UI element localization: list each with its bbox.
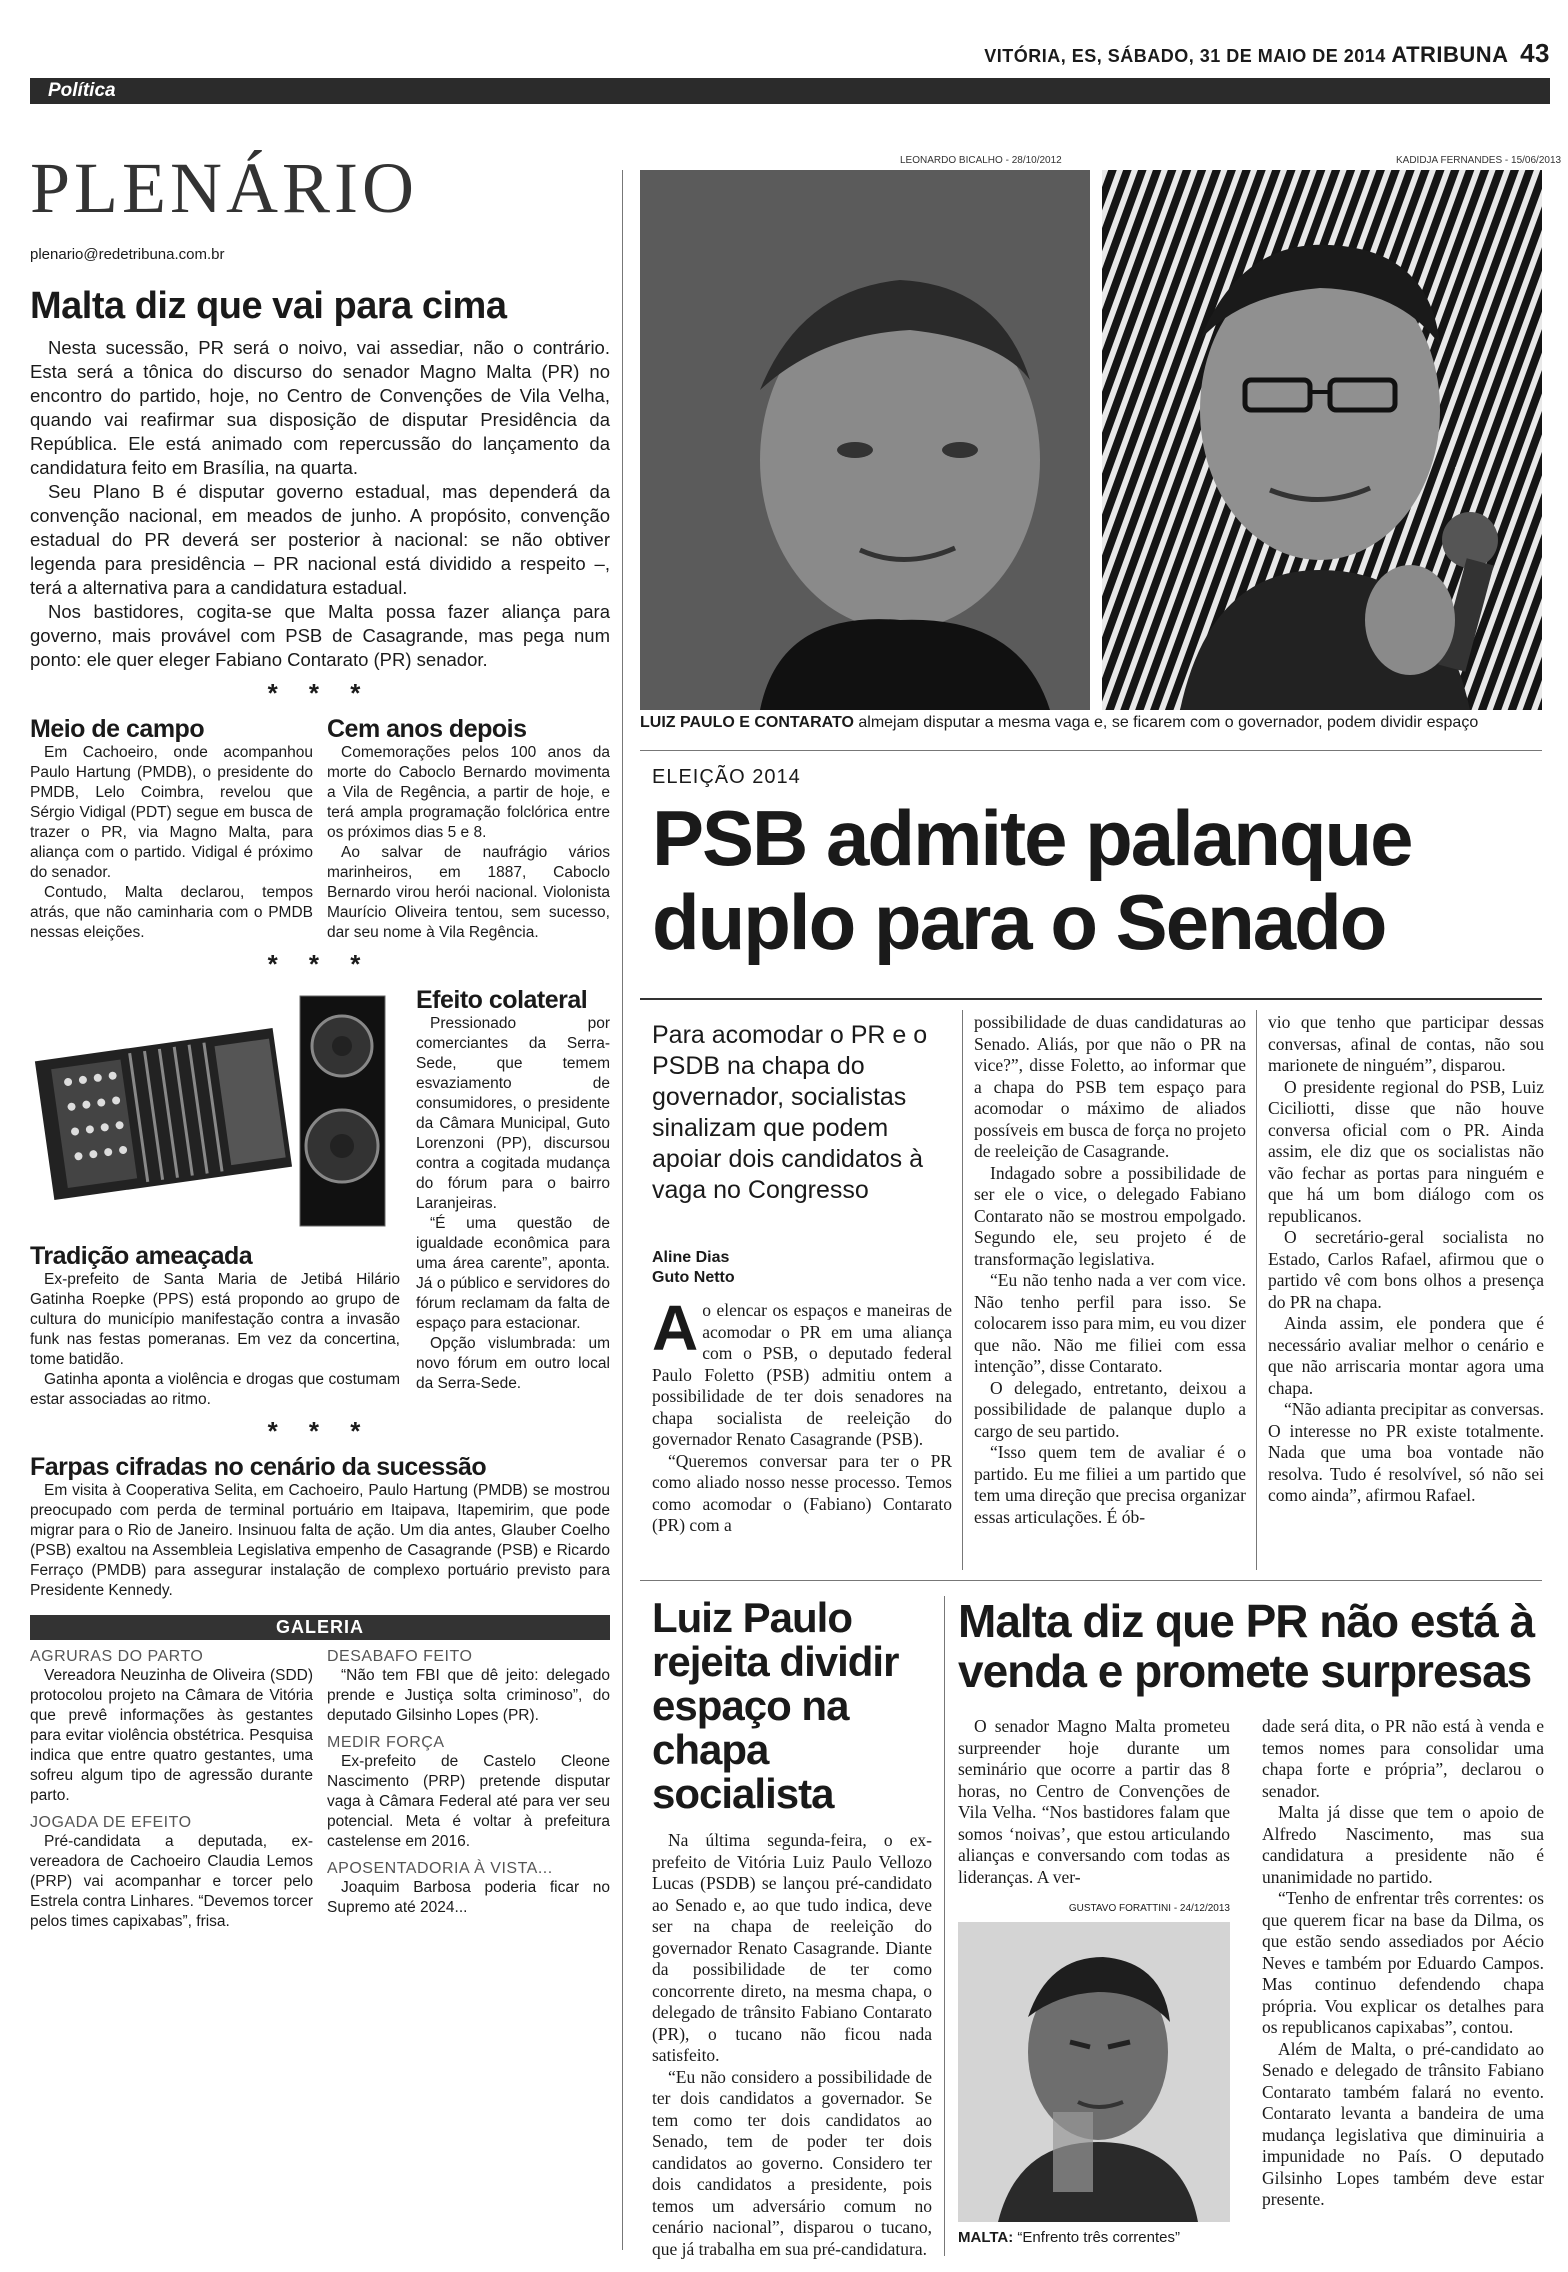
separator-stars: * * * xyxy=(267,949,373,979)
lead-headline: Malta diz que vai para cima xyxy=(30,285,507,327)
caption-text: “Enfrento três correntes” xyxy=(1013,2229,1180,2246)
galeria-item-title: DESABAFO FEITO xyxy=(327,1648,473,1665)
paragraph: O delegado, entretanto, deixou a possibilidade de palanque duplo a cargo de seu partido. xyxy=(974,1377,1246,1441)
malta-headline: Malta diz que PR não está à venda e promete surpresas xyxy=(958,1595,1535,1697)
main-col-2 xyxy=(974,1012,1246,1528)
paragraph: “Eu não considero a possibilidade de ter dois candidatos a governador. Se tem como ter dois candidatos ao Senado, tem de poder ter dois candidatos ao governo. Considero ter dois candidatos a presidente, pois temos um adversário comum no cenário nacional”, disparou o tucano, que já trabalha em sua pré-candidatura. xyxy=(652,2066,932,2259)
paragraph: O presidente regional do PSB, Luiz Ciciliotti, disse que não houve conversa oficial com o PR. Ainda assim, ele diz que os socialistas não vão fechar as portas para ninguém e que há um bom diálogo com os republicanos. xyxy=(1268,1076,1544,1226)
galeria-item-title: APOSENTADORIA À VISTA... xyxy=(327,1860,553,1877)
malta-portrait xyxy=(958,1922,1230,2222)
galeria-item-title: MEDIR FORÇA xyxy=(327,1734,445,1751)
note-title: Farpas cifradas no cenário da sucessão xyxy=(30,1453,487,1481)
paragraph: Além de Malta, o pré-candidato ao Senado e delegado de trânsito Fabiano Contarato também falará no evento. Contarato levanta a bandeira de uma mudança legislativa que diminuiria a impunidade no País. O deputado Gilsinho Lopes também deve estar presente. xyxy=(1262,2038,1544,2209)
galeria-col-1 xyxy=(30,1640,313,1932)
column-divider xyxy=(1256,1010,1257,1570)
section-label: Política xyxy=(48,80,116,101)
note-cem xyxy=(327,715,610,943)
paragraph: Comemorações pelos 100 anos da morte do Caboclo Bernardo movimenta a Vila de Regência, a partir de hoje, e terá ampla programação folclórica entre os próximos dias 5 e 8. xyxy=(327,744,610,841)
galeria-item-text xyxy=(30,1666,313,1806)
tradicao-block xyxy=(30,986,400,1410)
section-bar xyxy=(30,78,1550,104)
page-number: 43 xyxy=(1520,38,1550,68)
photo-caption xyxy=(958,2227,1230,2249)
paragraph: “Não tem FBI que dê jeito: delegado prende e Justiça solta criminoso”, do deputado Gilsinho Lopes (PR). xyxy=(327,1667,610,1724)
paragraph: possibilidade de duas candidaturas ao Senado. Aliás, por que não o PR na vice?”, disse Foletto, ao informar que a chapa do PSB tem espaço para acomodar o máximo de aliados possíveis em busca de força no projeto de reeleição de Casagrande. xyxy=(974,1012,1246,1161)
kicker: ELEIÇÃO 2014 xyxy=(652,766,801,788)
photo-pair xyxy=(640,170,1542,710)
paragraph: Vereadora Neuzinha de Oliveira (SDD) protocolou projeto na Câmara de Vitória que prevê informações às gestantes para evitar violência obstétrica. Pesquisa indica que entre quatro gestantes, uma sofreu algum tipo de agressão durante parto. xyxy=(30,1667,313,1804)
paragraph: Ainda assim, ele pondera que é necessário avaliar melhor o cenário e que não arriscaria montar agora uma chapa. xyxy=(1268,1313,1544,1398)
paragraph: Ex-prefeito de Santa Maria de Jetibá Hilário Gatinha Roepke (PPS) está propondo ao grupo de cultura do município manifestação contra a invasão funk nas festas pomeranas. Em vez da concertina, tome batidão. xyxy=(30,1271,400,1368)
paragraph: Em visita à Cooperativa Selita, em Cachoeiro, Paulo Hartung (PMDB) se mostrou preocupado com perda de terminal portuário em Itaipava, Itapemirim, que pode migrar para o Rio de Janeiro. Insinuou falta de ação. Um dia antes, Glauber Coelho (PSB) exaltou na Assembleia Legislativa empenho de Casagrande (PSB) e Ricardo Ferraço (PMDB) para assegurar instalação de complexo portuário previsto para Presidente Kennedy. xyxy=(30,1482,610,1599)
paragraph: Pré-candidata a deputada, ex-vereadora de Cachoeiro Claudia Lemos (PRP) vai acompanhar e torcer pelo Estrela contra Linhares. “Devemos torcer pelos times capixabas”, frisa. xyxy=(30,1833,313,1930)
paragraph: dade será dita, o PR não está à venda e temos nomes para consolidar uma chapa forte e própria”, declarou o senador. xyxy=(1262,1716,1544,1801)
photo-credit: GUSTAVO FORATTINI - 24/12/2013 xyxy=(1068,1903,1230,1914)
page-header xyxy=(30,30,1550,74)
main-col-3 xyxy=(1268,1012,1544,1507)
author: Aline Dias xyxy=(652,1249,730,1266)
galeria-item-title: AGRURAS DO PARTO xyxy=(30,1648,204,1665)
divider xyxy=(640,1580,1542,1581)
plenario-column xyxy=(30,112,610,1932)
photo-credit: LEONARDO BICALHO - 28/10/2012 xyxy=(900,155,1062,166)
column-email[interactable]: plenario@redetribuna.com.br xyxy=(30,246,225,263)
luiz-body xyxy=(652,1830,932,2260)
paragraph: “Não adianta precipitar as conversas. O interesse no PR existe totalmente. Nada que uma boa vontade não resolva. Tudo é resolvível, só não sei como ainda”, afirmou Rafael. xyxy=(1268,1399,1544,1505)
galeria-grid xyxy=(30,1640,610,1932)
paragraph: Gatinha aponta a violência e drogas que costumam estar associadas ao ritmo. xyxy=(30,1371,400,1408)
photo-caption xyxy=(640,714,1478,732)
deck: Para acomodar o PR e o PSDB na chapa do governador, socialistas sinalizam que podem apoiar dois candidatos à vaga no Congresso xyxy=(652,1021,928,1204)
paragraph: Nesta sucessão, PR será o noivo, vai assediar, não o contrário. Esta será a tônica do discurso do senador Magno Malta (PR) no encontro do partido, hoje, no Centro de Convenções de Vila Velha, quando vai reafirmar sua disposição de disputar Presidência da República. Ele está animado com repercussão do lançamento da candidatura feito em Brasília, na quarta. xyxy=(30,337,610,478)
paragraph: Nos bastidores, cogita-se que Malta possa fazer aliança para governo, mais provável com PSB de Casagrande, mas pega num ponto: ele quer eleger Fabiano Contarato (PR) senador. xyxy=(30,601,610,670)
separator-stars: * * * xyxy=(267,1416,373,1446)
paragraph: Em Cachoeiro, onde acompanhou Paulo Hartung (PMDB), o presidente do PMDB, Lelo Coimbra, revelou que Sérgio Vidigal (PDT) segue em busca de trazer o PR, via Magno Malta, para aliança com o partido. Vidigal é próximo do senador. xyxy=(30,744,313,881)
portrait-photos xyxy=(640,170,1542,710)
galeria-item-text xyxy=(327,1666,610,1726)
paragraph: o elencar os espaços e maneiras de acomodar o PR em uma aliança com o PSB, o deputado federal Paulo Foletto (PSB) admitiu ontem a possibilidade de ter dois senadores na chapa socialista de reeleição do governador Renato Casagrande (PSB). xyxy=(652,1300,952,1449)
column-title: PLENÁRIO xyxy=(30,148,418,228)
paragraph: Ex-prefeito de Castelo Cleone Nascimento (PRP) pretende disputar vaga à Câmara Federal até para ver seu potencial. Meta é voltar à prefeitura castelense em 2016. xyxy=(327,1753,610,1850)
date-line: VITÓRIA, ES, SÁBADO, 31 DE MAIO DE 2014 xyxy=(984,46,1386,66)
page-info xyxy=(984,38,1550,69)
galeria-item-text xyxy=(30,1832,313,1932)
paragraph: vio que tenho que participar dessas conversas, afinal de contas, não sou marionete de ninguém”, disparou. xyxy=(1268,1012,1544,1075)
notes-row xyxy=(30,715,610,943)
main-col-1 xyxy=(652,1292,952,1537)
malta-col-1 xyxy=(958,1716,1230,2249)
note-title: Tradição ameaçada xyxy=(30,1242,253,1270)
paragraph: “Tenho de enfrentar três correntes: os que querem ficar na base da Dilma, os que estão sendo assediados por Aécio Neves e também por Eduardo Campos. Mas continuo defendendo chapa própria. Vou explicar os detalhes para os republicanos capixabas”, contou. xyxy=(1262,1888,1544,2037)
paragraph: Malta já disse que tem o apoio de Alfredo Nascimento, mas sua candidatura a presidente não é unanimidade no partido. xyxy=(1262,1802,1544,1887)
paragraph: Indagado sobre a possibilidade de ser ele o vice, o delegado Fabiano Contarato não se mostrou empolgado. Segundo ele, seu projeto é de transformação legislativa. xyxy=(974,1162,1246,1269)
paragraph: “Eu não tenho nada a ver com vice. Não tenho perfil para isso. Se colocarem isso para mim, eu vou dizer que não. Não me filiei com essa intenção”, disse Contarato. xyxy=(974,1270,1246,1376)
brand: ATRIBUNA xyxy=(1391,42,1509,67)
main-headline: PSB admite palanque duplo para o Senado xyxy=(652,794,1412,966)
column-divider xyxy=(622,170,623,2250)
photo-credit: KADIDJA FERNANDES - 15/06/2013 xyxy=(1396,155,1562,166)
galeria-item-text xyxy=(327,1878,610,1918)
note-title: Efeito colateral xyxy=(416,986,588,1014)
paragraph: Opção vislumbrada: um novo fórum em outro local da Serra-Sede. xyxy=(416,1335,610,1392)
note-body xyxy=(30,1481,610,1601)
caption-lead: MALTA: xyxy=(958,2229,1014,2246)
luiz-article xyxy=(652,1596,932,2260)
notes-row-2 xyxy=(30,986,610,1410)
note-body xyxy=(30,743,313,943)
note-body xyxy=(416,1014,610,1394)
dropcap: A xyxy=(652,1292,699,1364)
galeria-item-text xyxy=(327,1752,610,1852)
galeria-col-2 xyxy=(327,1640,610,1932)
efeito-block xyxy=(416,986,610,1410)
paragraph: Na última segunda-feira, o ex-prefeito de Vitória Luiz Paulo Vellozo Lucas (PSDB) se lançou pré-candidato ao Senado e, ao que tudo indica, deve ser na chapa de reeleição do governador Renato Casagrande. Diante da possibilidade de ter como concorrente direto, na mesma chapa, o delegado de trânsito Fabiano Contarato (PR), o tucano não ficou nada satisfeito. xyxy=(652,1830,932,2065)
luiz-headline: Luiz Paulo rejeita dividir espaço na chapa socialista xyxy=(652,1594,899,1817)
lead-body xyxy=(30,336,610,672)
divider xyxy=(640,998,1542,1000)
note-title: Meio de campo xyxy=(30,715,205,743)
note-meio xyxy=(30,715,313,943)
accordion-image xyxy=(30,986,390,1236)
byline xyxy=(652,1248,735,1288)
column-divider xyxy=(944,1596,945,2256)
note-body xyxy=(327,743,610,943)
paragraph: O senador Magno Malta prometeu surpreender hoje durante um seminário que ocorre a partir das 8 horas, no Centro de Convenções de Vila Velha. “Nos bastidores falam que somos ‘noivas’, que estou articulando alianças e conversando com todas as lideranças. A ver- xyxy=(958,1716,1230,1887)
accordion-speaker-icon xyxy=(30,986,390,1236)
paragraph: “Isso quem tem de avaliar é o partido. Eu me filiei a um partido que tem uma direção que precisa organizar essas articulações. É ób- xyxy=(974,1442,1246,1527)
column-divider xyxy=(962,1010,963,1570)
galeria-item-title: JOGADA DE EFEITO xyxy=(30,1814,192,1831)
paragraph: “Queremos conversar para ter o PR como aliado nosso nesse processo. Temos como acomodar o (Fabiano) Contarato (PR) com a xyxy=(652,1450,952,1535)
malta-article xyxy=(958,1596,1544,1696)
divider xyxy=(640,750,1542,751)
malta-col-2 xyxy=(1262,1716,1544,2211)
paragraph: Seu Plano B é disputar governo estadual, mas dependerá da convenção nacional, em meados de junho. A propósito, convenção estadual do PR deverá ser posterior à nacional: se não obtiver legenda para presidência – PR nacional está dividido a respeito –, terá a alternativa para a candidatura estadual. xyxy=(30,481,610,598)
separator-stars: * * * xyxy=(267,678,373,708)
note-title: Cem anos depois xyxy=(327,715,527,743)
paragraph: O secretário-geral socialista no Estado, Carlos Rafael, afirmou que o partido vê com bons olhos a presença do PR na chapa. xyxy=(1268,1227,1544,1312)
paragraph: Pressionado por comerciantes da Serra-Sede, que temem esvaziamento de consumidores, o presidente da Câmara Municipal, Guto Lorenzoni (PP), discursou contra a cogitada mudança do fórum para o bairro Laranjeiras. xyxy=(416,1015,610,1212)
paragraph: Joaquim Barbosa poderia ficar no Supremo até 2024... xyxy=(327,1879,610,1916)
malta-photo xyxy=(958,1922,1230,2228)
paragraph: Ao salvar de naufrágio vários marinheiros, em 1887, Caboclo Bernardo virou herói nacional. Violonista Maurício Oliveira tentou, sem sucesso, dar seu nome à Vila Regência. xyxy=(327,844,610,941)
author: Guto Netto xyxy=(652,1269,735,1286)
note-body xyxy=(30,1270,400,1410)
caption-lead: LUIZ PAULO E CONTARATO xyxy=(640,714,854,731)
galeria-bar: GALERIA xyxy=(30,1615,610,1640)
paragraph: “É uma questão de igualdade econômica para uma área carente”, aponta. Já o público e servidores do fórum reclamam da falta de espaço para estacionar. xyxy=(416,1215,610,1332)
paragraph: Contudo, Malta declarou, tempos atrás, que não caminharia com o PMDB nessas eleições. xyxy=(30,884,313,941)
caption-text: almejam disputar a mesma vaga e, se ficarem com o governador, podem dividir espaço xyxy=(853,714,1479,731)
